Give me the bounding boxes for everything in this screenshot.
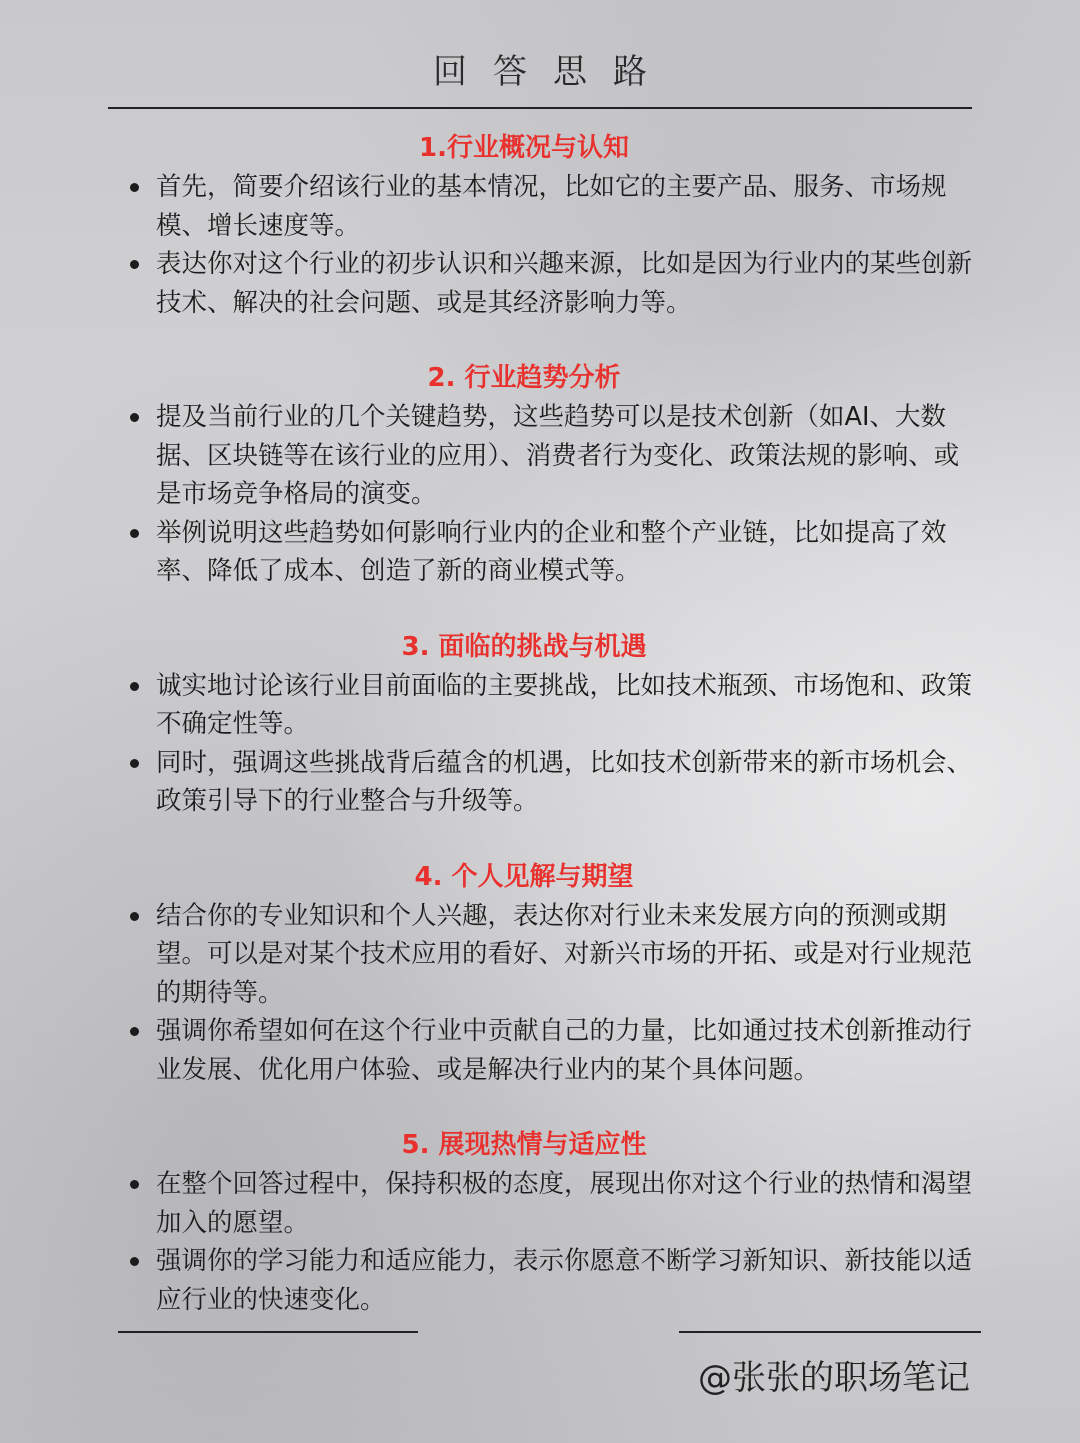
section-heading: 4. 个人见解与期望 [414, 861, 634, 892]
bullet-dot-icon [130, 1027, 139, 1036]
list-item [124, 744, 974, 821]
bullet-dot-icon [130, 682, 139, 691]
list-item [124, 667, 974, 744]
bullet-text: 诚实地讨论该行业目前面临的主要挑战，比如技术瓶颈、市场饱和、政策不确定性等。 [156, 670, 973, 739]
bullet-dot-icon [130, 529, 139, 538]
bullet-list [124, 897, 974, 1090]
section-heading: 3. 面临的挑战与机遇 [401, 631, 647, 662]
list-item [124, 168, 974, 245]
bullet-text: 举例说明这些趋势如何影响行业内的企业和整个产业链，比如提高了效率、降低了成本、创造了新的商业模式等。 [156, 517, 947, 586]
bottom-divider-left [118, 1331, 418, 1333]
bullet-list [124, 398, 974, 591]
list-item [124, 398, 974, 514]
section-passion-adaptability [124, 1125, 974, 1319]
list-item [124, 1165, 974, 1242]
bottom-divider-right [679, 1331, 981, 1333]
section-industry-overview [124, 128, 974, 322]
list-item [124, 1242, 974, 1319]
section-heading: 2. 行业趋势分析 [427, 363, 621, 393]
bullet-list [124, 168, 974, 322]
bullet-text: 首先，简要介绍该行业的基本情况，比如它的主要产品、服务、市场规模、增长速度等。 [156, 172, 947, 241]
bullet-text: 同时，强调这些挑战背后蕴含的机遇，比如技术创新带来的新市场机会、政策引导下的行业整合与升级等。 [156, 747, 973, 816]
bullet-dot-icon [130, 1180, 139, 1189]
list-item [124, 897, 974, 1013]
section-personal-insights [124, 857, 974, 1090]
bullet-list [124, 667, 974, 821]
section-heading: 1.行业概况与认知 [419, 133, 629, 163]
bullet-text: 提及当前行业的几个关键趋势，这些趋势可以是技术创新（如AI、大数据、区块链等在该行业的应用）、消费者行为变化、政策法规的影响、或是市场竞争格局的演变。 [156, 402, 960, 509]
bullet-text: 在整个回答过程中，保持积极的态度，展现出你对这个行业的热情和渴望加入的愿望。 [156, 1169, 973, 1238]
list-item [124, 245, 974, 322]
bullet-text: 表达你对这个行业的初步认识和兴趣来源，比如是因为行业内的某些创新技术、解决的社会问题、或是其经济影响力等。 [156, 249, 973, 318]
top-divider [108, 107, 972, 109]
page-title: 回答思路 [433, 52, 673, 92]
bullet-dot-icon [130, 260, 139, 269]
list-item [124, 514, 974, 591]
bullet-list [124, 1165, 974, 1319]
author-signature: @张张的职场笔记 [698, 1358, 970, 1398]
bullet-dot-icon [130, 759, 139, 768]
bullet-dot-icon [130, 1257, 139, 1266]
section-industry-trends [124, 358, 974, 591]
section-heading: 5. 展现热情与适应性 [401, 1130, 647, 1160]
content-area [124, 128, 974, 1319]
bullet-text: 强调你的学习能力和适应能力，表示你愿意不断学习新知识、新技能以适应行业的快速变化。 [156, 1246, 973, 1315]
bullet-text: 结合你的专业知识和个人兴趣，表达你对行业未来发展方向的预测或期望。可以是对某个技术应用的看好、对新兴市场的开拓、或是对行业规范的期待等。 [156, 900, 973, 1008]
list-item [124, 1012, 974, 1089]
bullet-dot-icon [130, 183, 139, 192]
bullet-dot-icon [130, 413, 139, 422]
bullet-dot-icon [130, 912, 139, 921]
section-challenges-opportunities [124, 627, 974, 821]
bullet-text: 强调你希望如何在这个行业中贡献自己的力量，比如通过技术创新推动行业发展、优化用户体验、或是解决行业内的某个具体问题。 [156, 1016, 973, 1085]
